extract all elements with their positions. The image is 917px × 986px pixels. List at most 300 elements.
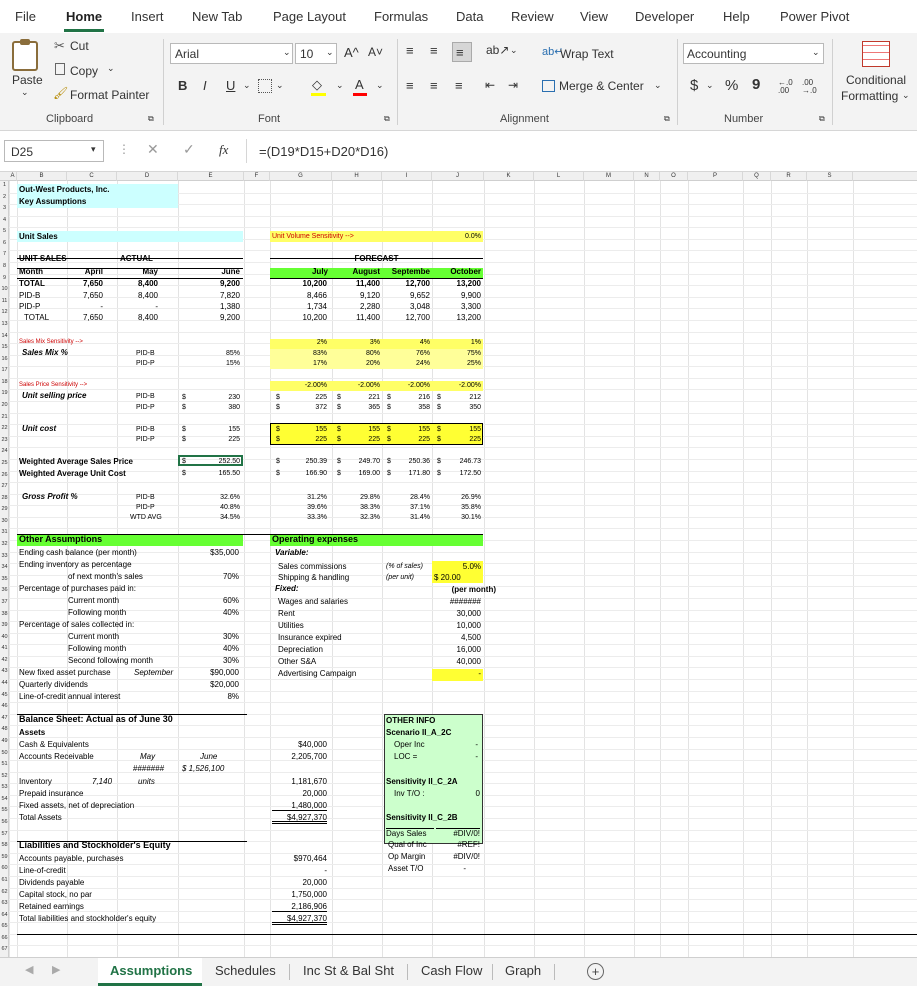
wrap-text-button[interactable]: Wrap Text [560,47,614,61]
unit-sales-cell[interactable]: 2,280 [359,302,380,311]
price-pidb-cell[interactable]: 216 [418,394,430,401]
font-color-dropdown-icon[interactable]: ⌄ [376,80,384,90]
unit-sales-cell[interactable]: 9,200 [219,313,240,322]
tab-graph[interactable]: Graph [505,963,542,978]
row-header[interactable]: 14 [1,332,8,339]
row-header[interactable]: 30 [1,517,8,524]
currency-symbol[interactable]: $ [387,394,391,401]
fill-color-icon[interactable]: ◇ [312,77,322,92]
bs-v51[interactable]: 2,205,700 [291,752,327,761]
row-header[interactable]: 36 [1,587,8,594]
menu-home[interactable]: Home [66,9,103,24]
row-header[interactable]: 6 [2,239,7,246]
row-header[interactable]: 54 [1,795,8,802]
currency-symbol[interactable]: $ [387,404,391,411]
format-painter-button[interactable]: Format Painter [70,88,150,102]
percent-button[interactable]: % [725,77,739,94]
shrink-font-button[interactable]: A˅ [368,45,384,59]
row-header[interactable]: 62 [1,888,8,895]
unit-sales-cell[interactable]: 8,400 [137,279,158,288]
copy-button[interactable]: Copy [70,64,99,78]
gp-pidp-cell[interactable]: 38.3% [360,504,380,511]
row-header[interactable]: 1 [2,182,7,188]
row-header[interactable]: 24 [1,448,8,455]
row-header[interactable]: 29 [1,506,8,513]
orientation-icon[interactable]: ab↗ [486,43,510,57]
other-v40[interactable]: 30% [222,632,239,641]
other-v44[interactable]: $20,000 [210,680,239,689]
alignment-launcher-icon[interactable]: ⧉ [664,114,670,123]
align-bottom-icon[interactable]: ≡ [452,42,472,62]
unit-sales-cell[interactable]: 1,734 [306,302,327,311]
menu-page-layout[interactable]: Page Layout [273,9,347,24]
opex-v34[interactable]: 5.0% [462,562,481,571]
currency-symbol[interactable]: $ [387,470,391,477]
fill-dropdown-icon[interactable]: ⌄ [336,80,344,90]
format-painter-icon[interactable]: 🖌 [53,86,69,100]
gp-wtd-cell[interactable]: 33.3% [307,514,327,521]
unit-sales-cell[interactable]: 9,652 [409,291,430,300]
column-header[interactable]: Q [743,172,771,181]
row-header[interactable]: 17 [1,367,8,374]
price-sens-cell[interactable]: -2.00% [304,382,327,389]
row-header[interactable]: 32 [1,541,8,548]
font-name-select[interactable] [170,43,293,64]
borders-icon[interactable] [258,79,272,93]
gp-wtd-cell[interactable]: 31.4% [410,514,430,521]
price-pidp-cell[interactable]: 380 [228,404,240,411]
currency-symbol[interactable]: $ [276,394,280,401]
comma-button[interactable]: 9 [752,76,761,93]
underline-button[interactable]: U [226,78,236,93]
mix-pidp-cell[interactable]: 17% [312,360,327,367]
italic-button[interactable]: I [203,78,207,93]
menu-developer[interactable]: Developer [635,9,695,24]
row-header[interactable]: 26 [1,471,8,478]
mix-pidp-cell[interactable]: 15% [225,360,240,367]
row-header[interactable]: 52 [1,772,8,779]
unit-sales-cell[interactable]: 8,466 [306,291,327,300]
conditional-dropdown-icon[interactable]: ⌄ [902,90,910,100]
mix-pidb-cell[interactable]: 75% [466,350,481,357]
column-header[interactable]: M [584,172,634,181]
row-header[interactable]: 53 [1,784,8,791]
column-header[interactable]: G [270,172,332,181]
wavg-price-cell[interactable]: 249.70 [358,458,380,465]
price-sens-cell[interactable]: -2.00% [407,382,430,389]
paste-dropdown-icon[interactable]: ⌄ [21,87,29,97]
price-sens-cell[interactable]: -2.00% [357,382,380,389]
add-sheet-button[interactable]: + [587,963,604,980]
wavg-cost-cell[interactable]: 171.80 [408,470,430,477]
price-pidp-cell[interactable]: 350 [469,404,481,411]
row-header[interactable]: 38 [1,610,8,617]
other-v42[interactable]: 30% [222,656,239,665]
conditional-formatting-icon[interactable] [862,41,890,67]
row-header[interactable]: 18 [1,378,8,385]
column-header[interactable]: B [17,172,67,181]
borders-dropdown-icon[interactable]: ⌄ [276,80,284,90]
row-header[interactable]: 3 [2,205,7,212]
currency-symbol[interactable]: $ [276,436,280,443]
column-header[interactable]: C [67,172,117,181]
row-header[interactable]: 44 [1,680,8,687]
currency-symbol[interactable]: $ [182,470,186,477]
cost-pidb-cell[interactable]: 155 [228,426,240,433]
currency-symbol[interactable]: $ [276,458,280,465]
row-header[interactable]: 60 [1,865,8,872]
row-header[interactable]: 15 [1,344,8,351]
other-v43[interactable]: $90,000 [210,668,239,677]
column-header[interactable]: I [382,172,432,181]
mix-pidp-cell[interactable]: 20% [365,360,380,367]
currency-symbol[interactable]: $ [437,470,441,477]
unit-sales-cell[interactable]: 9,900 [460,291,481,300]
row-header[interactable]: 64 [1,911,8,918]
row-header[interactable]: 59 [1,853,8,860]
row-header[interactable]: 48 [1,726,8,733]
menu-view[interactable]: View [580,9,608,24]
row-header[interactable]: 40 [1,633,8,640]
prev-sheet-icon[interactable]: ◀ [25,964,34,976]
row-header[interactable]: 39 [1,622,8,629]
merge-dropdown-icon[interactable]: ⌄ [654,80,662,90]
unit-sales-cell[interactable]: 10,200 [302,279,327,288]
unit-sales-cell[interactable]: 7,650 [82,291,103,300]
row-header[interactable]: 25 [1,459,8,466]
price-pidb-cell[interactable]: 212 [469,394,481,401]
tab-inc-st-bal-sht[interactable]: Inc St & Bal Sht [303,963,395,978]
opex-label[interactable]: Wages and salaries [278,597,348,606]
other-v38[interactable]: 40% [222,608,239,617]
menu-formulas[interactable]: Formulas [374,9,429,24]
row-header[interactable]: 37 [1,598,8,605]
opex-label[interactable]: Insurance expired [278,633,342,642]
opex-label[interactable]: Rent [278,609,295,618]
row-header[interactable]: 16 [1,355,8,362]
cut-icon[interactable]: ✂ [54,38,65,53]
unit-sales-cell[interactable]: 10,200 [302,313,327,322]
increase-indent-icon[interactable]: ⇥ [508,78,519,92]
row-header[interactable]: 34 [1,564,8,571]
price-pidb-cell[interactable]: 221 [368,394,380,401]
row-header[interactable]: 47 [1,714,8,721]
menu-review[interactable]: Review [511,9,554,24]
unit-sales-cell[interactable]: 9,120 [359,291,380,300]
column-header[interactable]: H [332,172,382,181]
unit-sales-cell[interactable]: 13,200 [456,313,481,322]
price-pidp-cell[interactable]: 372 [315,404,327,411]
cost-pidb-cell[interactable]: 155 [469,426,481,433]
copy-dropdown-icon[interactable]: ⌄ [107,63,115,73]
currency-symbol[interactable]: $ [337,394,341,401]
currency-symbol[interactable]: $ [437,394,441,401]
unit-sales-cell[interactable]: 11,400 [355,279,380,288]
gp-pidp-cell[interactable]: 39.6% [307,504,327,511]
cost-pidb-cell[interactable]: 155 [315,426,327,433]
font-color-icon[interactable]: A [355,77,364,92]
unit-sales-cell[interactable]: 7,820 [219,291,240,300]
row-header[interactable]: 57 [1,830,8,837]
other-v41[interactable]: 40% [222,644,239,653]
row-header[interactable]: 12 [1,309,8,316]
bs-v59[interactable]: $970,464 [293,854,327,863]
opex-label[interactable]: Other S&A [278,657,317,666]
row-header[interactable]: 61 [1,876,8,883]
row-header[interactable]: 33 [1,552,8,559]
unit-sales-cell[interactable]: - [100,302,103,311]
row-header[interactable]: 13 [1,320,8,327]
tab-assumptions[interactable] [98,958,202,986]
currency-symbol[interactable]: $ [437,436,441,443]
menu-new-tab[interactable]: New Tab [192,9,243,24]
unit-sales-cell[interactable]: 1,380 [219,302,240,311]
column-header[interactable]: P [688,172,743,181]
clipboard-launcher-icon[interactable]: ⧉ [148,114,154,123]
opex-value[interactable]: ####### [449,597,481,606]
menu-help[interactable]: Help [723,9,750,24]
bs-v55[interactable]: 1,480,000 [272,801,327,811]
menu-insert[interactable]: Insert [131,9,164,24]
column-header[interactable]: S [807,172,853,181]
currency-symbol[interactable]: $ [182,436,186,443]
bs-v54[interactable]: 20,000 [302,789,327,798]
gp-pidb-cell[interactable]: 32.6% [220,494,240,501]
cost-pidp-cell[interactable]: 225 [228,436,240,443]
currency-symbol[interactable]: $ [276,426,280,433]
opex-v35[interactable]: $ 20.00 [434,573,461,582]
cost-pidp-cell[interactable]: 225 [315,436,327,443]
gp-pidp-cell[interactable]: 35.8% [461,504,481,511]
spreadsheet-grid[interactable] [0,172,917,957]
currency-symbol[interactable]: $ [276,470,280,477]
currency-symbol[interactable]: $ [182,404,186,411]
wavg-cost-cell[interactable]: 172.50 [459,470,481,477]
column-header[interactable]: J [432,172,484,181]
number-format-select[interactable] [683,43,824,64]
currency-symbol[interactable]: $ [182,394,186,401]
unit-sales-cell[interactable]: 3,048 [409,302,430,311]
mix-sens-cell[interactable]: 3% [369,339,380,346]
enter-icon[interactable]: ✓ [183,141,195,157]
opex-label[interactable]: Utilities [278,621,304,630]
menu-power-pivot[interactable]: Power Pivot [780,9,850,24]
unit-sales-cell[interactable]: 11,400 [356,313,380,322]
row-header[interactable]: 51 [1,761,8,768]
row-header[interactable]: 19 [1,390,8,397]
row-header[interactable]: 35 [1,575,8,582]
column-header[interactable]: L [534,172,584,181]
row-header[interactable]: 43 [1,668,8,675]
gp-pidb-cell[interactable]: 29.8% [360,494,380,501]
bs-v61[interactable]: 20,000 [302,878,327,887]
row-header[interactable]: 41 [1,645,8,652]
opex-value[interactable]: 10,000 [456,621,481,630]
wavg-price-cell[interactable]: 252.50 [218,458,240,465]
row-header[interactable]: 22 [1,425,8,432]
bs-v63[interactable]: 2,186,906 [272,902,327,912]
mix-sens-cell[interactable]: 1% [470,339,481,346]
currency-symbol[interactable]: $ [387,458,391,465]
price-sens-cell[interactable]: -2.00% [458,382,481,389]
mix-pidb-cell[interactable]: 85% [225,350,240,357]
cancel-icon[interactable]: ✕ [147,141,159,157]
row-header[interactable]: 55 [1,807,8,814]
column-header[interactable]: N [634,172,660,181]
row-header[interactable]: 42 [1,656,8,663]
merge-icon[interactable] [542,80,555,92]
unit-sales-cell[interactable]: 12,700 [405,313,430,322]
unit-sales-cell[interactable]: 13,200 [456,279,481,288]
row-header[interactable]: 28 [1,494,8,501]
price-pidp-cell[interactable]: 358 [418,404,430,411]
gp-pidb-cell[interactable]: 28.4% [410,494,430,501]
row-header[interactable]: 2 [2,193,7,200]
row-header[interactable]: 11 [1,297,8,304]
currency-symbol[interactable]: $ [337,404,341,411]
wrap-text-icon[interactable]: ab↵ [542,46,564,58]
other-v35[interactable]: 70% [222,572,239,581]
currency-button[interactable]: $ [690,77,699,94]
name-box[interactable] [4,140,104,162]
tab-schedules[interactable]: Schedules [215,963,276,978]
other-v33[interactable]: $35,000 [210,548,239,557]
wavg-cost-cell[interactable]: 165.50 [218,470,240,477]
align-top-icon[interactable]: ≡ [406,43,414,58]
row-header[interactable]: 31 [1,529,8,536]
align-right-icon[interactable]: ≡ [455,78,463,93]
bs-v53[interactable]: 1,181,670 [291,777,327,786]
row-header[interactable]: 5 [2,228,7,235]
tab-cash-flow[interactable]: Cash Flow [421,963,483,978]
currency-symbol[interactable]: $ [337,458,341,465]
column-header[interactable]: R [771,172,807,181]
unit-sales-cell[interactable]: 12,700 [405,279,430,288]
cost-pidb-cell[interactable]: 155 [418,426,430,433]
row-header[interactable]: 49 [1,737,8,744]
opex-label[interactable]: Depreciation [278,645,323,654]
column-header[interactable]: A [9,172,17,181]
row-header[interactable]: 56 [1,819,8,825]
paste-button[interactable]: Paste [12,73,43,87]
row-header[interactable]: 46 [1,703,8,710]
gp-pidp-cell[interactable]: 40.8% [220,504,240,511]
wavg-cost-cell[interactable]: 169.00 [358,470,380,477]
other-v37[interactable]: 60% [222,596,239,605]
opex-value[interactable]: 30,000 [456,609,481,618]
increase-decimal-button[interactable]: ←.0 .00 [778,78,793,95]
grow-font-button[interactable]: A^ [344,45,359,60]
currency-symbol[interactable]: $ [182,426,186,433]
unit-sales-cell[interactable]: 3,300 [460,302,481,311]
unit-sales-cell[interactable]: 8,400 [137,291,158,300]
row-header[interactable]: 10 [1,286,8,293]
column-header[interactable]: F [244,172,270,181]
unit-sales-cell[interactable]: 8,400 [137,313,158,322]
mix-pidp-cell[interactable]: 25% [466,360,481,367]
mix-pidb-cell[interactable]: 83% [312,350,327,357]
currency-symbol[interactable]: $ [337,426,341,433]
currency-dropdown-icon[interactable]: ⌄ [706,80,714,90]
wavg-price-cell[interactable]: 246.73 [459,458,481,465]
cost-pidp-cell[interactable]: 225 [418,436,430,443]
bs-v64[interactable]: $4,927,370 [272,914,327,925]
decrease-indent-icon[interactable]: ⇤ [485,78,496,92]
row-header[interactable]: 67 [1,946,8,953]
cost-pidp-cell[interactable]: 225 [368,436,380,443]
row-header[interactable]: 7 [2,251,7,258]
copy-icon[interactable] [55,63,65,75]
next-sheet-icon[interactable]: ▶ [52,964,61,976]
currency-symbol[interactable]: $ [387,436,391,443]
opex-label[interactable]: Advertising Campaign [278,669,357,678]
row-header[interactable]: 4 [2,216,7,223]
currency-symbol[interactable]: $ [182,458,186,465]
unit-sales-cell[interactable]: 9,200 [219,279,240,288]
row-header[interactable]: 66 [1,934,8,941]
unit-sales-cell[interactable]: - [155,302,158,311]
align-middle-icon[interactable]: ≡ [430,43,438,58]
currency-symbol[interactable]: $ [437,426,441,433]
underline-dropdown-icon[interactable]: ⌄ [243,80,251,90]
row-header[interactable]: 20 [1,402,8,409]
formula-input[interactable] [246,139,917,163]
row-header[interactable]: 50 [1,749,8,756]
bold-button[interactable]: B [178,78,188,93]
wavg-price-cell[interactable]: 250.39 [305,458,327,465]
currency-symbol[interactable]: $ [387,426,391,433]
opex-value[interactable]: 40,000 [456,657,481,666]
bs-v62[interactable]: 1,750,000 [291,890,327,899]
price-pidb-cell[interactable]: 230 [228,394,240,401]
currency-symbol[interactable]: $ [437,404,441,411]
conditional-formatting-button[interactable]: Conditional [846,73,907,87]
row-header[interactable]: 58 [1,842,8,849]
column-header[interactable]: D [117,172,178,181]
mix-pidp-cell[interactable]: 24% [415,360,430,367]
gp-wtd-cell[interactable]: 30.1% [461,514,481,521]
row-header[interactable]: 8 [2,263,7,270]
currency-symbol[interactable]: $ [337,470,341,477]
price-pidb-cell[interactable]: 225 [315,394,327,401]
conditional-formatting-label2[interactable]: Formatting [841,89,899,103]
menu-data[interactable]: Data [456,9,484,24]
paste-icon[interactable] [12,41,38,71]
price-pidp-cell[interactable]: 365 [368,404,380,411]
mix-sens-cell[interactable]: 4% [419,339,430,346]
row-header[interactable]: 9 [2,274,7,281]
unit-sens-value[interactable]: 0.0% [465,233,481,240]
gp-pidb-cell[interactable]: 31.2% [307,494,327,501]
align-center-icon[interactable]: ≡ [430,78,438,93]
row-header[interactable]: 27 [1,483,8,490]
wavg-price-cell[interactable]: 250.36 [408,458,430,465]
other-v45[interactable]: 8% [227,692,239,701]
unit-sales-cell[interactable]: 7,650 [82,313,103,322]
row-header[interactable]: 63 [1,900,8,907]
row-header[interactable]: 45 [1,691,8,698]
decrease-decimal-button[interactable]: .00 →.0 [802,78,817,95]
bs-v50[interactable]: $40,000 [298,740,327,749]
number-launcher-icon[interactable]: ⧉ [819,114,825,123]
mix-sens-cell[interactable]: 2% [316,339,327,346]
bs-v56[interactable]: $4,927,370 [272,813,327,824]
opex-value[interactable]: 4,500 [460,633,481,642]
menu-file[interactable]: File [15,9,36,24]
font-launcher-icon[interactable]: ⧉ [384,114,390,123]
merge-center-button[interactable]: Merge & Center [559,79,644,93]
orientation-dropdown-icon[interactable]: ⌄ [510,45,518,55]
